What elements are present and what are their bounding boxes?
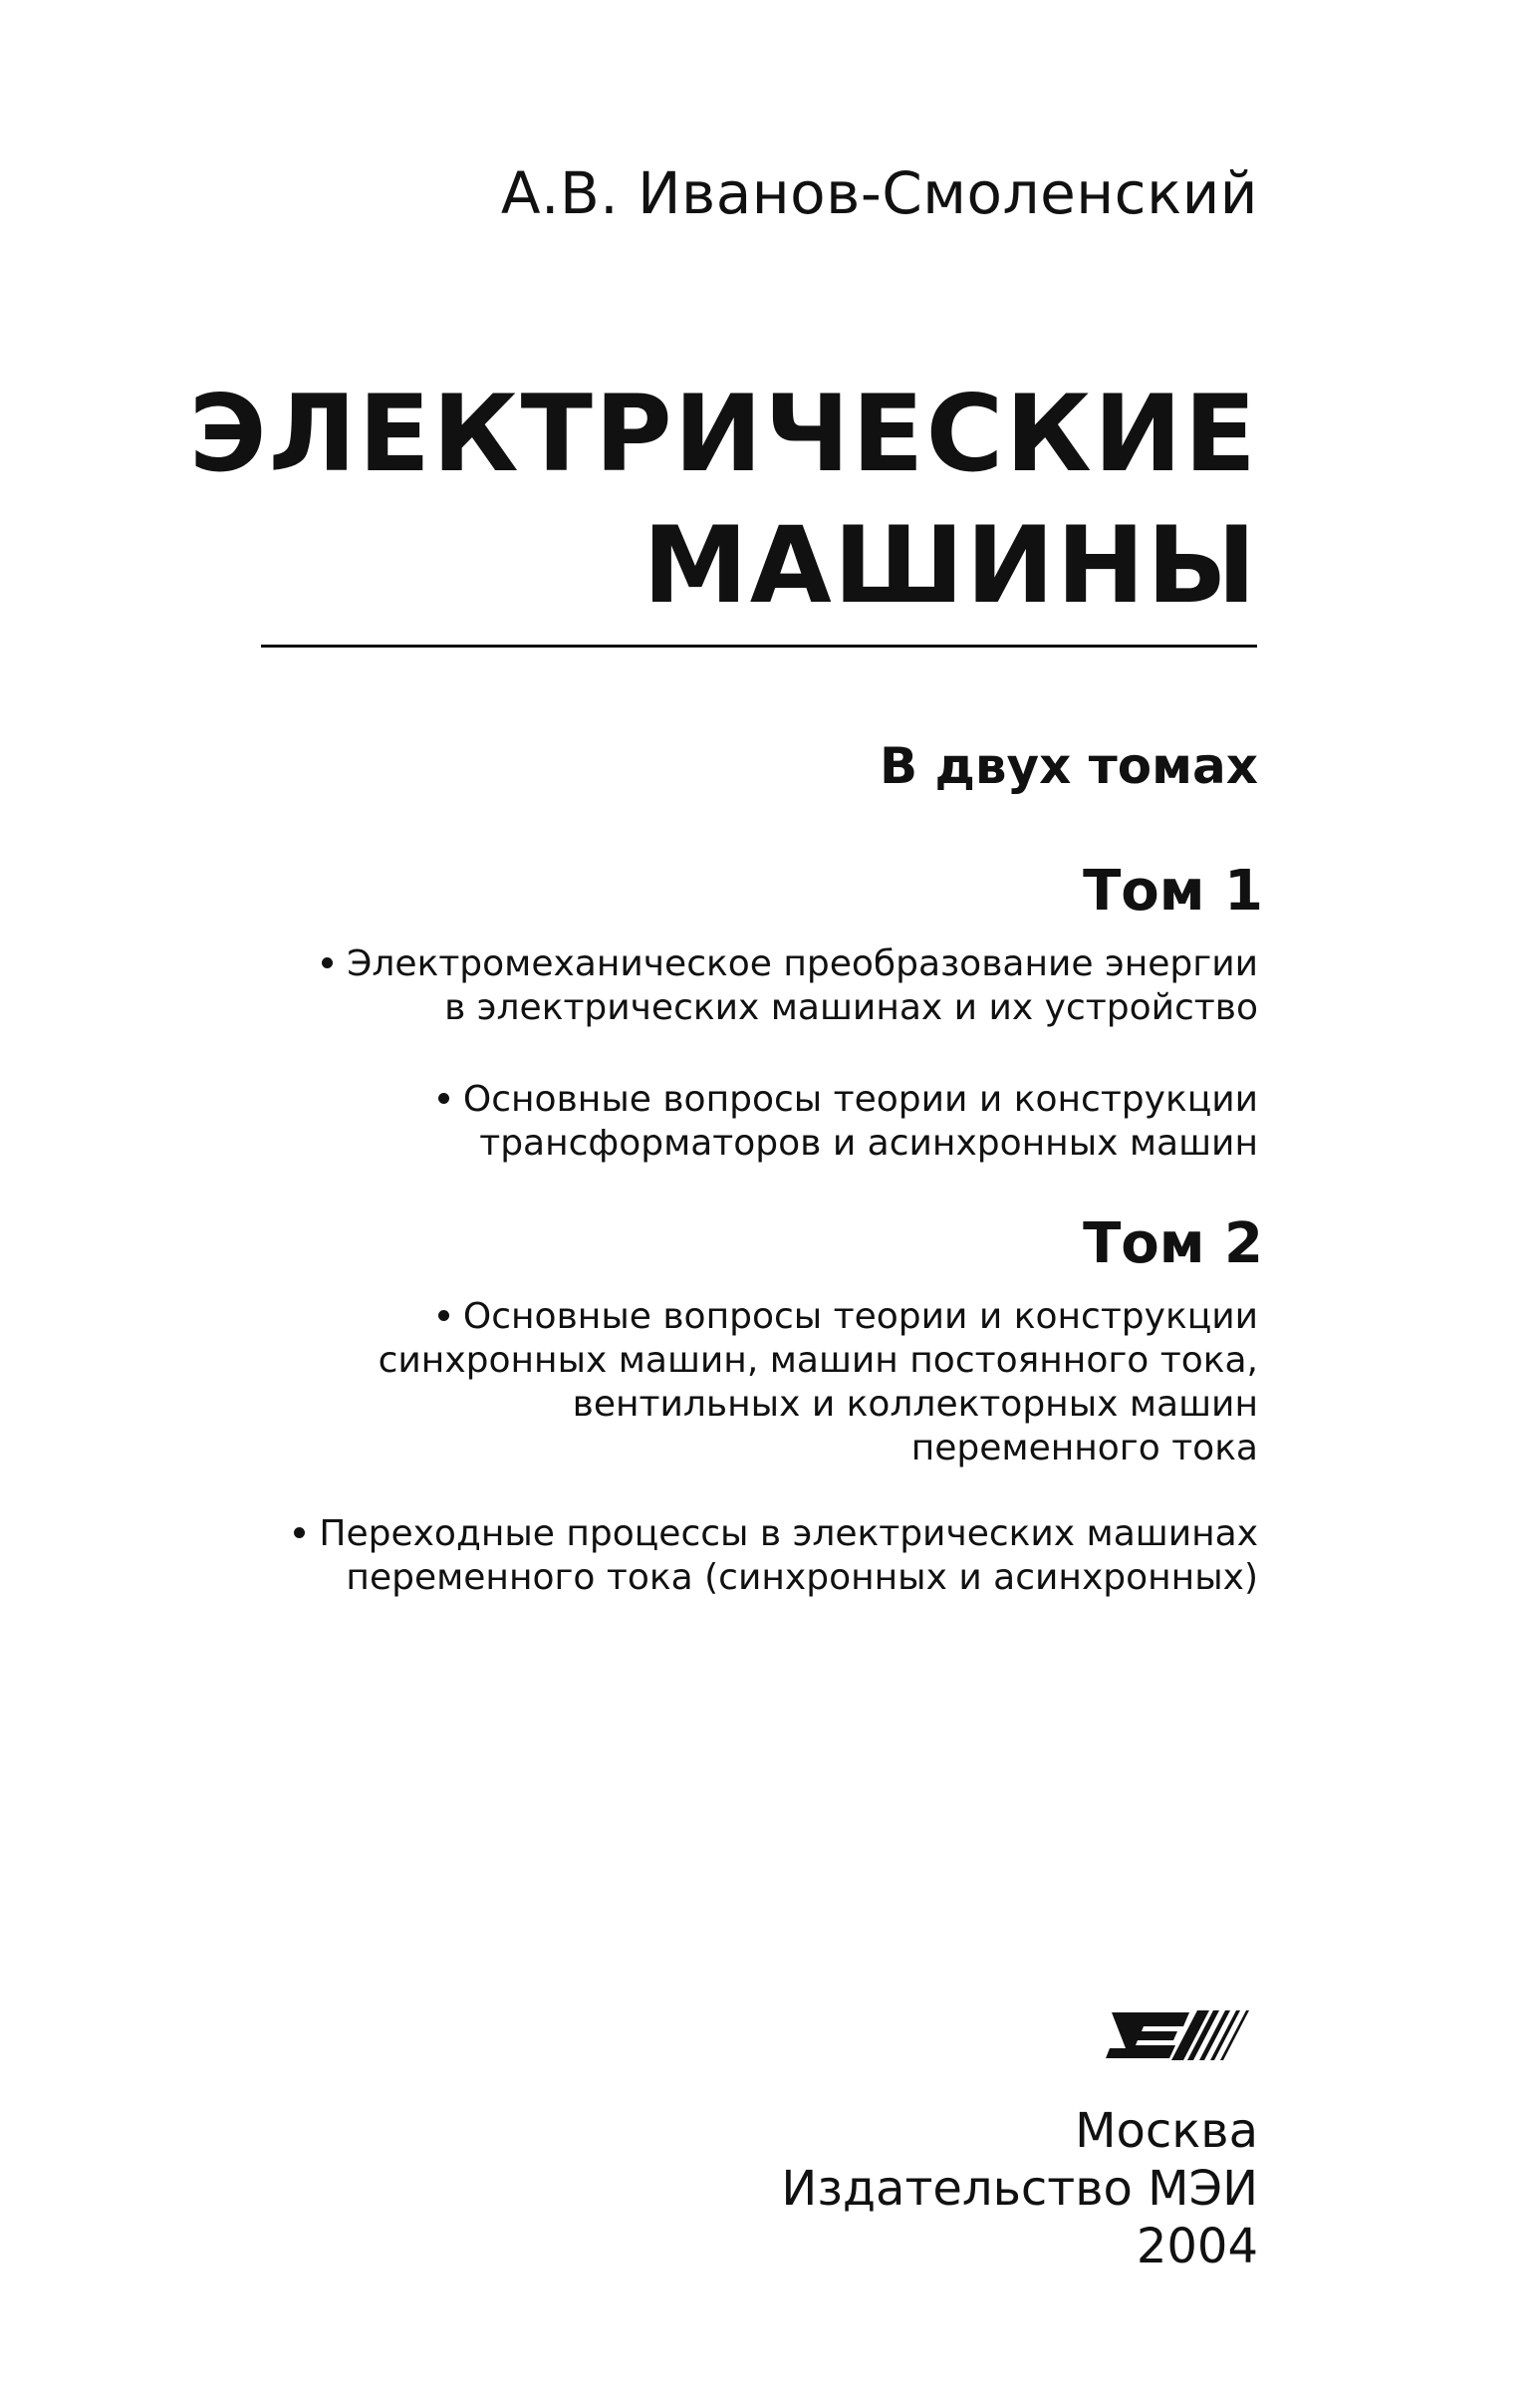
bullet-line: вентильных и коллекторных машин (572, 1384, 1258, 1425)
author-name: А.В. Иванов-Смоленский (500, 159, 1258, 227)
bullet-line: Электромеханическое преобразование энергии (322, 942, 1258, 986)
publisher-city: Москва (1075, 2103, 1258, 2159)
bullet-dot-icon (438, 1093, 449, 1104)
bullet-line: трансформаторов и асинхронных машин (479, 1123, 1258, 1164)
bullet-line: Основные вопросы теории и конструкции (379, 1295, 1258, 1339)
bullet-line: синхронных машин, машин постоянного тока, (378, 1340, 1258, 1381)
bullet-dot-icon (322, 957, 333, 968)
volume-2-heading: Том 2 (1083, 1211, 1263, 1276)
bullet-dot-icon (294, 1527, 305, 1538)
bullet-line: Основные вопросы теории и конструкции (438, 1078, 1258, 1122)
bullet-dot-icon (438, 1310, 449, 1321)
book-title-line-1: ЭЛЕКТРИЧЕСКИЕ (188, 373, 1258, 495)
bullet-line: переменного тока (910, 1428, 1258, 1468)
bullet-line: переменного тока (синхронных и асинхронных) (346, 1557, 1258, 1598)
publication-year: 2004 (1136, 2219, 1258, 2274)
title-divider (261, 645, 1257, 648)
book-title-line-2: МАШИНЫ (642, 504, 1258, 627)
volume-2-bullet-1 (379, 1295, 1258, 1470)
volume-1-bullet-2 (438, 1078, 1258, 1166)
volume-1-heading: Том 1 (1083, 859, 1263, 924)
volumes-note: В двух томах (880, 737, 1258, 795)
bullet-line: Переходные процессы в электрических машинах (294, 1512, 1258, 1556)
publisher-name: Издательство МЭИ (781, 2161, 1258, 2217)
publisher-logo-icon (1106, 2002, 1265, 2066)
bullet-line: в электрических машинах и их устройство (444, 987, 1258, 1028)
book-title (189, 369, 1258, 632)
publisher-block (781, 2102, 1258, 2275)
volume-1-bullet-1 (322, 942, 1258, 1030)
volume-2-bullet-2 (294, 1512, 1258, 1600)
